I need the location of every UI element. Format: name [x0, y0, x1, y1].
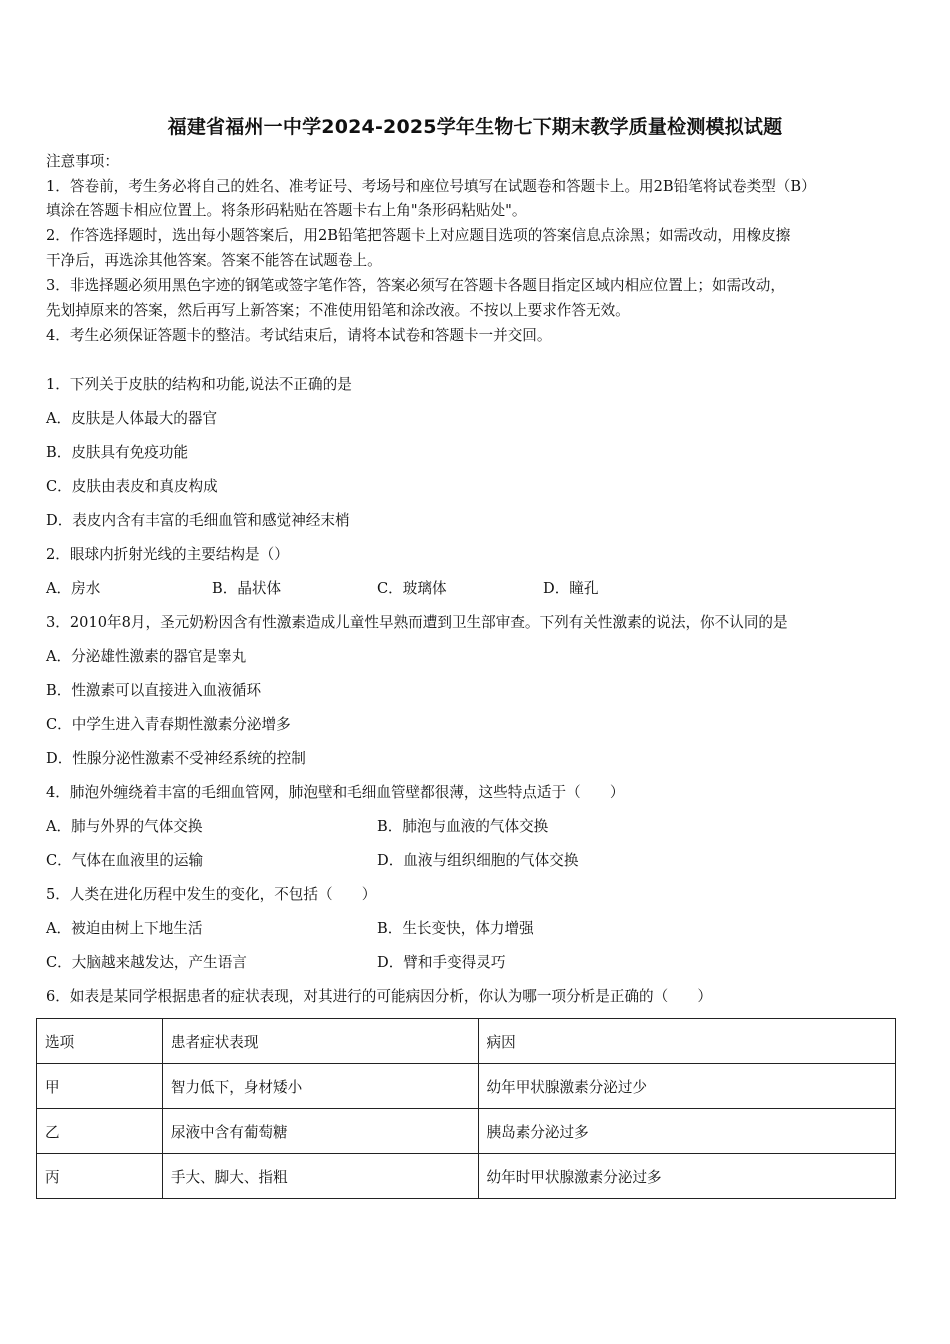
- notice-line: 3．非选择题必须用黑色字迹的钢笔或签字笔作答，答案必须写在答题卡各题目指定区域内相应位置上；如需改动，: [46, 277, 785, 294]
- question-3-option-b: B．性激素可以直接进入血液循环: [46, 682, 262, 699]
- table-cell: 甲: [37, 1064, 163, 1109]
- question-4-stem: 4．肺泡外缠绕着丰富的毛细血管网，肺泡壁和毛细血管壁都很薄，这些特点适于（ ）: [46, 784, 625, 801]
- question-2-option-c: C．玻璃体: [377, 580, 447, 597]
- notice-line: 2．作答选择题时，选出每小题答案后，用2B铅笔把答题卡上对应题目选项的答案信息点涂黑；如需改动，用橡皮擦: [46, 227, 791, 244]
- table-row: [37, 1154, 896, 1199]
- table-cell: 智力低下，身材矮小: [162, 1064, 478, 1109]
- question-1-option-d: D．表皮内含有丰富的毛细血管和感觉神经末梢: [46, 512, 350, 529]
- notice-heading: 注意事项：: [46, 153, 119, 170]
- question-6-stem: 6．如表是某同学根据患者的症状表现，对其进行的可能病因分析，你认为哪一项分析是正确的（ ）: [46, 988, 713, 1005]
- table-row: [37, 1064, 896, 1109]
- table-cell: 胰岛素分泌过多: [478, 1109, 896, 1154]
- question-1-option-c: C．皮肤由表皮和真皮构成: [46, 478, 218, 495]
- question-5-stem: 5．人类在进化历程中发生的变化，不包括（ ）: [46, 886, 377, 903]
- question-1-option-b: B．皮肤具有免疫功能: [46, 444, 189, 461]
- question-3-option-a: A．分泌雄性激素的器官是睾丸: [46, 648, 247, 665]
- notice-line: 填涂在答题卡相应位置上。将条形码粘贴在答题卡右上角"条形码粘贴处"。: [46, 202, 527, 219]
- question-4-option-b: B．肺泡与血液的气体交换: [377, 818, 549, 835]
- question-2-option-d: D．瞳孔: [543, 580, 599, 597]
- table-header-cell: 患者症状表现: [162, 1019, 478, 1064]
- table-cell: 丙: [37, 1154, 163, 1199]
- question-4-option-a: A．肺与外界的气体交换: [46, 818, 203, 835]
- question-4-option-d: D．血液与组织细胞的气体交换: [377, 852, 579, 869]
- question-2-option-a: A．房水: [46, 580, 101, 597]
- question-2-stem: 2．眼球内折射光线的主要结构是（）: [46, 546, 289, 563]
- question-5-option-d: D．臂和手变得灵巧: [377, 954, 506, 971]
- question-5-option-c: C．大脑越来越发达，产生语言: [46, 954, 247, 971]
- table-cell: 幼年甲状腺激素分泌过少: [478, 1064, 896, 1109]
- table-header-cell: 选项: [37, 1019, 163, 1064]
- question-5-option-a: A．被迫由树上下地生活: [46, 920, 203, 937]
- question-1-option-a: A．皮肤是人体最大的器官: [46, 410, 218, 427]
- question-5-option-b: B．生长变快，体力增强: [377, 920, 534, 937]
- question-3-option-d: D．性腺分泌性激素不受神经系统的控制: [46, 750, 306, 767]
- notice-line: 先划掉原来的答案，然后再写上新答案；不准使用铅笔和涂改液。不按以上要求作答无效。: [46, 302, 630, 319]
- question-2-option-b: B．晶状体: [212, 580, 282, 597]
- page-title: 福建省福州一中学2024-2025学年生物七下期末教学质量检测模拟试题: [167, 116, 783, 138]
- notice-line: 1．答卷前，考生务必将自己的姓名、准考证号、考场号和座位号填写在试题卷和答题卡上。用2B铅笔将试卷类型（B）: [46, 178, 816, 195]
- question-4-option-c: C．气体在血液里的运输: [46, 852, 204, 869]
- table-header-cell: 病因: [478, 1019, 896, 1064]
- table-row: [37, 1109, 896, 1154]
- table-cell: 乙: [37, 1109, 163, 1154]
- question-3-stem: 3．2010年8月，圣元奶粉因含有性激素造成儿童性早熟而遭到卫生部审查。下列有关性激素的说法，你不认同的是: [46, 614, 788, 631]
- table-cell: 幼年时甲状腺激素分泌过多: [478, 1154, 896, 1199]
- table-cell: 手大、脚大、指粗: [162, 1154, 478, 1199]
- symptom-table: [36, 1018, 896, 1199]
- notice-line: 干净后，再选涂其他答案。答案不能答在试题卷上。: [46, 252, 382, 269]
- table-header-row: [37, 1019, 896, 1064]
- question-3-option-c: C．中学生进入青春期性激素分泌增多: [46, 716, 291, 733]
- question-1-stem: 1．下列关于皮肤的结构和功能,说法不正确的是: [46, 376, 352, 393]
- table-cell: 尿液中含有葡萄糖: [162, 1109, 478, 1154]
- notice-line: 4．考生必须保证答题卡的整洁。考试结束后，请将本试卷和答题卡一并交回。: [46, 327, 552, 344]
